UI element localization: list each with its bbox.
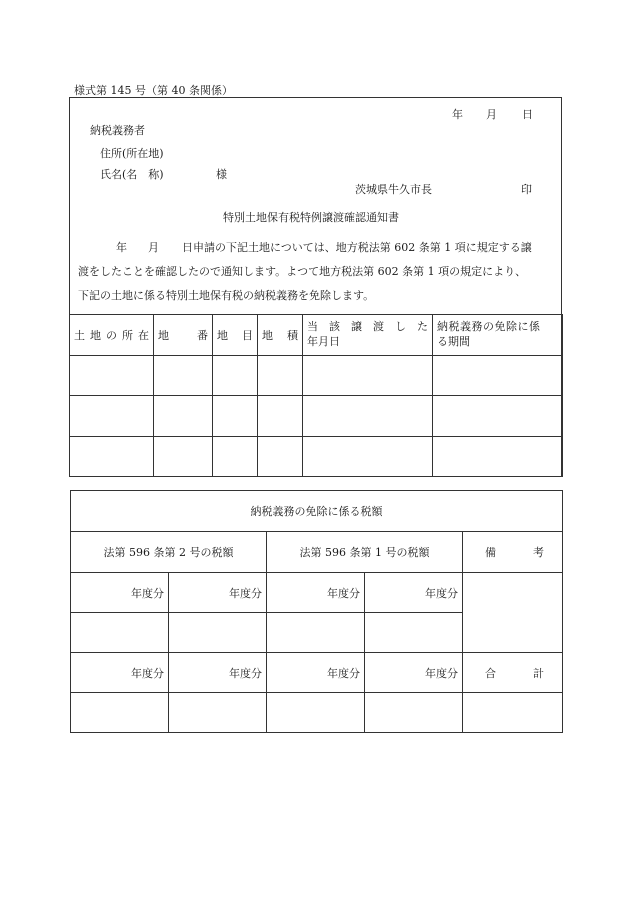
- table-row: [70, 356, 563, 396]
- cell-tax-amount[interactable]: [71, 613, 169, 653]
- cell-tax-amount[interactable]: [169, 693, 267, 733]
- fiscal-year-label: 年度分: [365, 573, 463, 613]
- tax-table-title: 納税義務の免除に係る税額: [71, 491, 563, 532]
- cell-tax-amount[interactable]: [169, 613, 267, 653]
- body-line2: 渡をしたことを確認したので通知します。よつて地方税法第 602 条第 1 項の規定により、: [78, 265, 527, 278]
- cell-tax-amount[interactable]: [267, 613, 365, 653]
- issuer-name: 茨城県牛久市長: [355, 183, 432, 196]
- name-label: 氏名(名 称): [100, 168, 164, 181]
- cell-location[interactable]: [70, 437, 154, 477]
- cell-tax-amount[interactable]: [365, 613, 463, 653]
- address-label: 住所(所在地): [100, 147, 164, 160]
- table-row: [70, 437, 563, 477]
- header-category: 地 目: [213, 315, 258, 356]
- cell-lot-number[interactable]: [154, 356, 213, 396]
- tax-table: [70, 490, 563, 733]
- header-exemption-period: 納税義務の免除に係 る期間: [433, 315, 563, 356]
- header-area: 地 積: [258, 315, 303, 356]
- header-total: 合 計: [463, 653, 563, 693]
- cell-tax-amount[interactable]: [365, 693, 463, 733]
- header-art596-1-tax: 法第 596 条第 1 号の税額: [267, 532, 463, 573]
- cell-exemption-period[interactable]: [433, 396, 563, 437]
- header-art596-2-tax: 法第 596 条第 2 号の税額: [71, 532, 267, 573]
- date-month: 月: [486, 108, 497, 121]
- cell-area[interactable]: [258, 356, 303, 396]
- cell-lot-number[interactable]: [154, 396, 213, 437]
- cell-category[interactable]: [213, 437, 258, 477]
- header-location: 土 地 の 所 在: [70, 315, 154, 356]
- notice-title: 特別土地保有税特例譲渡確認通知書: [223, 211, 399, 224]
- cell-area[interactable]: [258, 396, 303, 437]
- cell-area[interactable]: [258, 437, 303, 477]
- fiscal-year-label: 年度分: [267, 573, 365, 613]
- body-line1-year: 年: [116, 241, 127, 254]
- cell-total[interactable]: [463, 693, 563, 733]
- cell-remarks[interactable]: [463, 573, 563, 653]
- cell-category[interactable]: [213, 396, 258, 437]
- body-line1-month: 月: [148, 241, 159, 254]
- honorific: 様: [216, 168, 227, 181]
- taxpayer-title: 納税義務者: [90, 124, 145, 137]
- table-row: [70, 396, 563, 437]
- date-day: 日: [522, 108, 533, 121]
- fiscal-year-label: 年度分: [71, 573, 169, 613]
- form-label: 様式第 145 号（第 40 条関係）: [74, 84, 233, 97]
- header-remarks: 備 考: [463, 532, 563, 573]
- cell-transfer-date[interactable]: [303, 437, 433, 477]
- body-line1-text: 日申請の下記土地については、地方税法第 602 条第 1 項に規定する譲: [182, 241, 532, 254]
- cell-category[interactable]: [213, 356, 258, 396]
- cell-location[interactable]: [70, 356, 154, 396]
- cell-lot-number[interactable]: [154, 437, 213, 477]
- cell-exemption-period[interactable]: [433, 356, 563, 396]
- fiscal-year-label: 年度分: [365, 653, 463, 693]
- header-transfer-date: 当 該 譲 渡 し た 年月日: [303, 315, 433, 356]
- land-table: [69, 314, 563, 477]
- seal-mark: 印: [521, 183, 532, 196]
- cell-transfer-date[interactable]: [303, 356, 433, 396]
- cell-tax-amount[interactable]: [71, 693, 169, 733]
- cell-location[interactable]: [70, 396, 154, 437]
- body-line3: 下記の土地に係る特別土地保有税の納税義務を免除します。: [78, 289, 375, 302]
- cell-transfer-date[interactable]: [303, 396, 433, 437]
- fiscal-year-label: 年度分: [71, 653, 169, 693]
- date-year: 年: [452, 108, 463, 121]
- cell-tax-amount[interactable]: [267, 693, 365, 733]
- fiscal-year-label: 年度分: [169, 573, 267, 613]
- fiscal-year-label: 年度分: [267, 653, 365, 693]
- land-table-header-row: [70, 315, 563, 356]
- fiscal-year-label: 年度分: [169, 653, 267, 693]
- cell-exemption-period[interactable]: [433, 437, 563, 477]
- header-lot-number: 地 番: [154, 315, 213, 356]
